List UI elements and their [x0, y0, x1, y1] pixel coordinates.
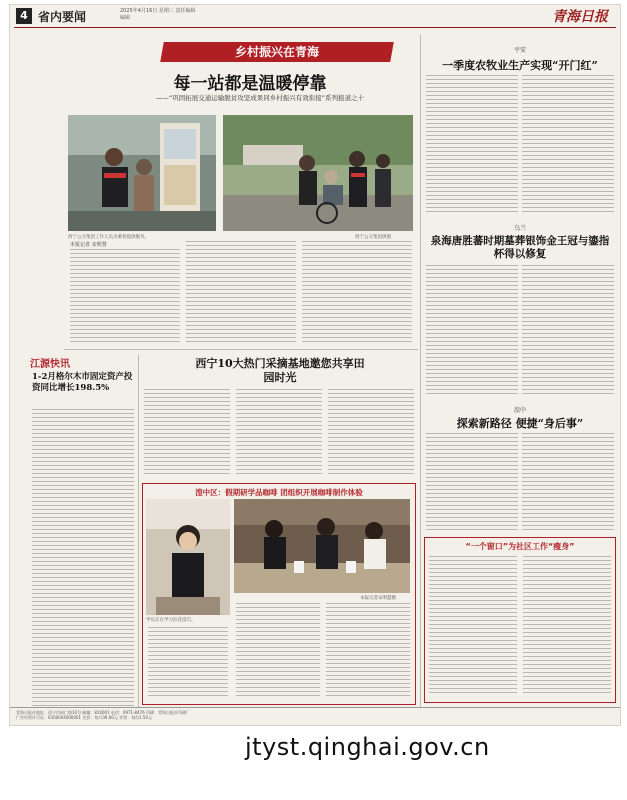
section-title: 省内要闻: [38, 10, 87, 24]
newspaper-page: [9, 4, 621, 726]
masthead: [10, 5, 621, 27]
middle-article-title: 西宁10大热门采摘基地邀您共享田园时光: [195, 357, 365, 384]
right-body-3a: [426, 433, 518, 533]
left-section-label: 江源快讯: [30, 359, 70, 370]
right-body-2a: [426, 265, 518, 397]
paper-logo: 青海日报: [552, 9, 608, 25]
feature-byline: 本报记者 宋明慧: [70, 242, 107, 248]
feature-body-col3: [302, 241, 412, 343]
feature-photo-bus-stop: [68, 115, 216, 231]
right-title-2: 泉海唐胜蕃时期墓葬银饰金王冠与鎏指杯得以修复: [430, 235, 610, 260]
feature-photo-wheelchair: [223, 115, 413, 231]
coffee-body-col0: [148, 627, 228, 699]
middle-body-col3: [328, 389, 414, 477]
middle-body-col1: [144, 389, 230, 477]
coffee-photo-caption-2: 学员正在学习拉花技巧。: [146, 618, 196, 623]
right-dateline-3: 湟中: [513, 407, 526, 414]
divider-left-column: [138, 355, 139, 707]
right-box-title: “一个窗口”为社区工作“瘦身”: [465, 542, 575, 551]
feature-banner: 乡村振兴在青海: [160, 42, 394, 62]
footer-line-1: 青海日报社地址：西宁市同仁路10号 邮编：810001 电话：0971-8476 印刷：青海日报社印刷厂: [16, 710, 190, 715]
feature-body-col2: [186, 241, 296, 343]
left-article-title: 1-2月格尔木市固定资产投资同比增长198.5%: [32, 372, 133, 393]
left-article-body: [32, 409, 134, 707]
page-footer: [10, 707, 620, 725]
coffee-photo-1: [146, 499, 230, 615]
right-dateline-2: 乌兰: [513, 225, 526, 232]
middle-body-col2: [236, 389, 322, 477]
right-title-1: 一季度农牧业生产实现“开门红”: [442, 59, 598, 72]
coffee-article-title: 湟中区：假期研学品咖啡 团组织开展咖啡制作体验: [195, 488, 363, 497]
feature-subheadline: ——“巩固拓展交通运输脱贫攻坚成果同乡村振兴有效衔接”系列报道之十: [155, 94, 365, 102]
coffee-photo-caption-1: 本报记者宋明慧摄: [360, 596, 396, 601]
feature-photo2-caption: 西宁公交集团供图: [355, 235, 391, 240]
right-body-1a: [426, 75, 518, 215]
watermark-url: jtyst.qinghai.gov.cn: [245, 733, 490, 761]
right-box-body-b: [523, 556, 611, 696]
masthead-rule: [14, 27, 616, 28]
right-body-3b: [522, 433, 614, 533]
coffee-body-col2: [326, 603, 410, 699]
right-box-body-a: [429, 556, 517, 696]
right-boxed-article: [424, 537, 616, 703]
coffee-body-col1: [236, 603, 320, 699]
coffee-photo-2: [234, 499, 410, 593]
right-body-2b: [522, 265, 614, 397]
right-dateline-1: 平安: [513, 47, 526, 54]
page-number: 4: [16, 8, 32, 24]
feature-photo1-caption: 西宁公交集团工作人员为乘客提供服务。: [68, 235, 149, 240]
footer-line-2: 广告经营许可证：6300004000001 定价：每月39.00元 零售：每份1.50元: [16, 715, 152, 720]
right-body-1b: [522, 75, 614, 215]
feature-headline: 每一站都是温暖停靠: [173, 74, 327, 94]
feature-body-col1: [70, 249, 180, 343]
divider-feature: [64, 349, 418, 350]
right-title-3: 探索新路径 便捷“身后事”: [456, 417, 584, 430]
divider-right-column: [420, 35, 421, 707]
date-info: 2025年4月16日 星期三 责任编辑 编辑: [120, 8, 196, 21]
